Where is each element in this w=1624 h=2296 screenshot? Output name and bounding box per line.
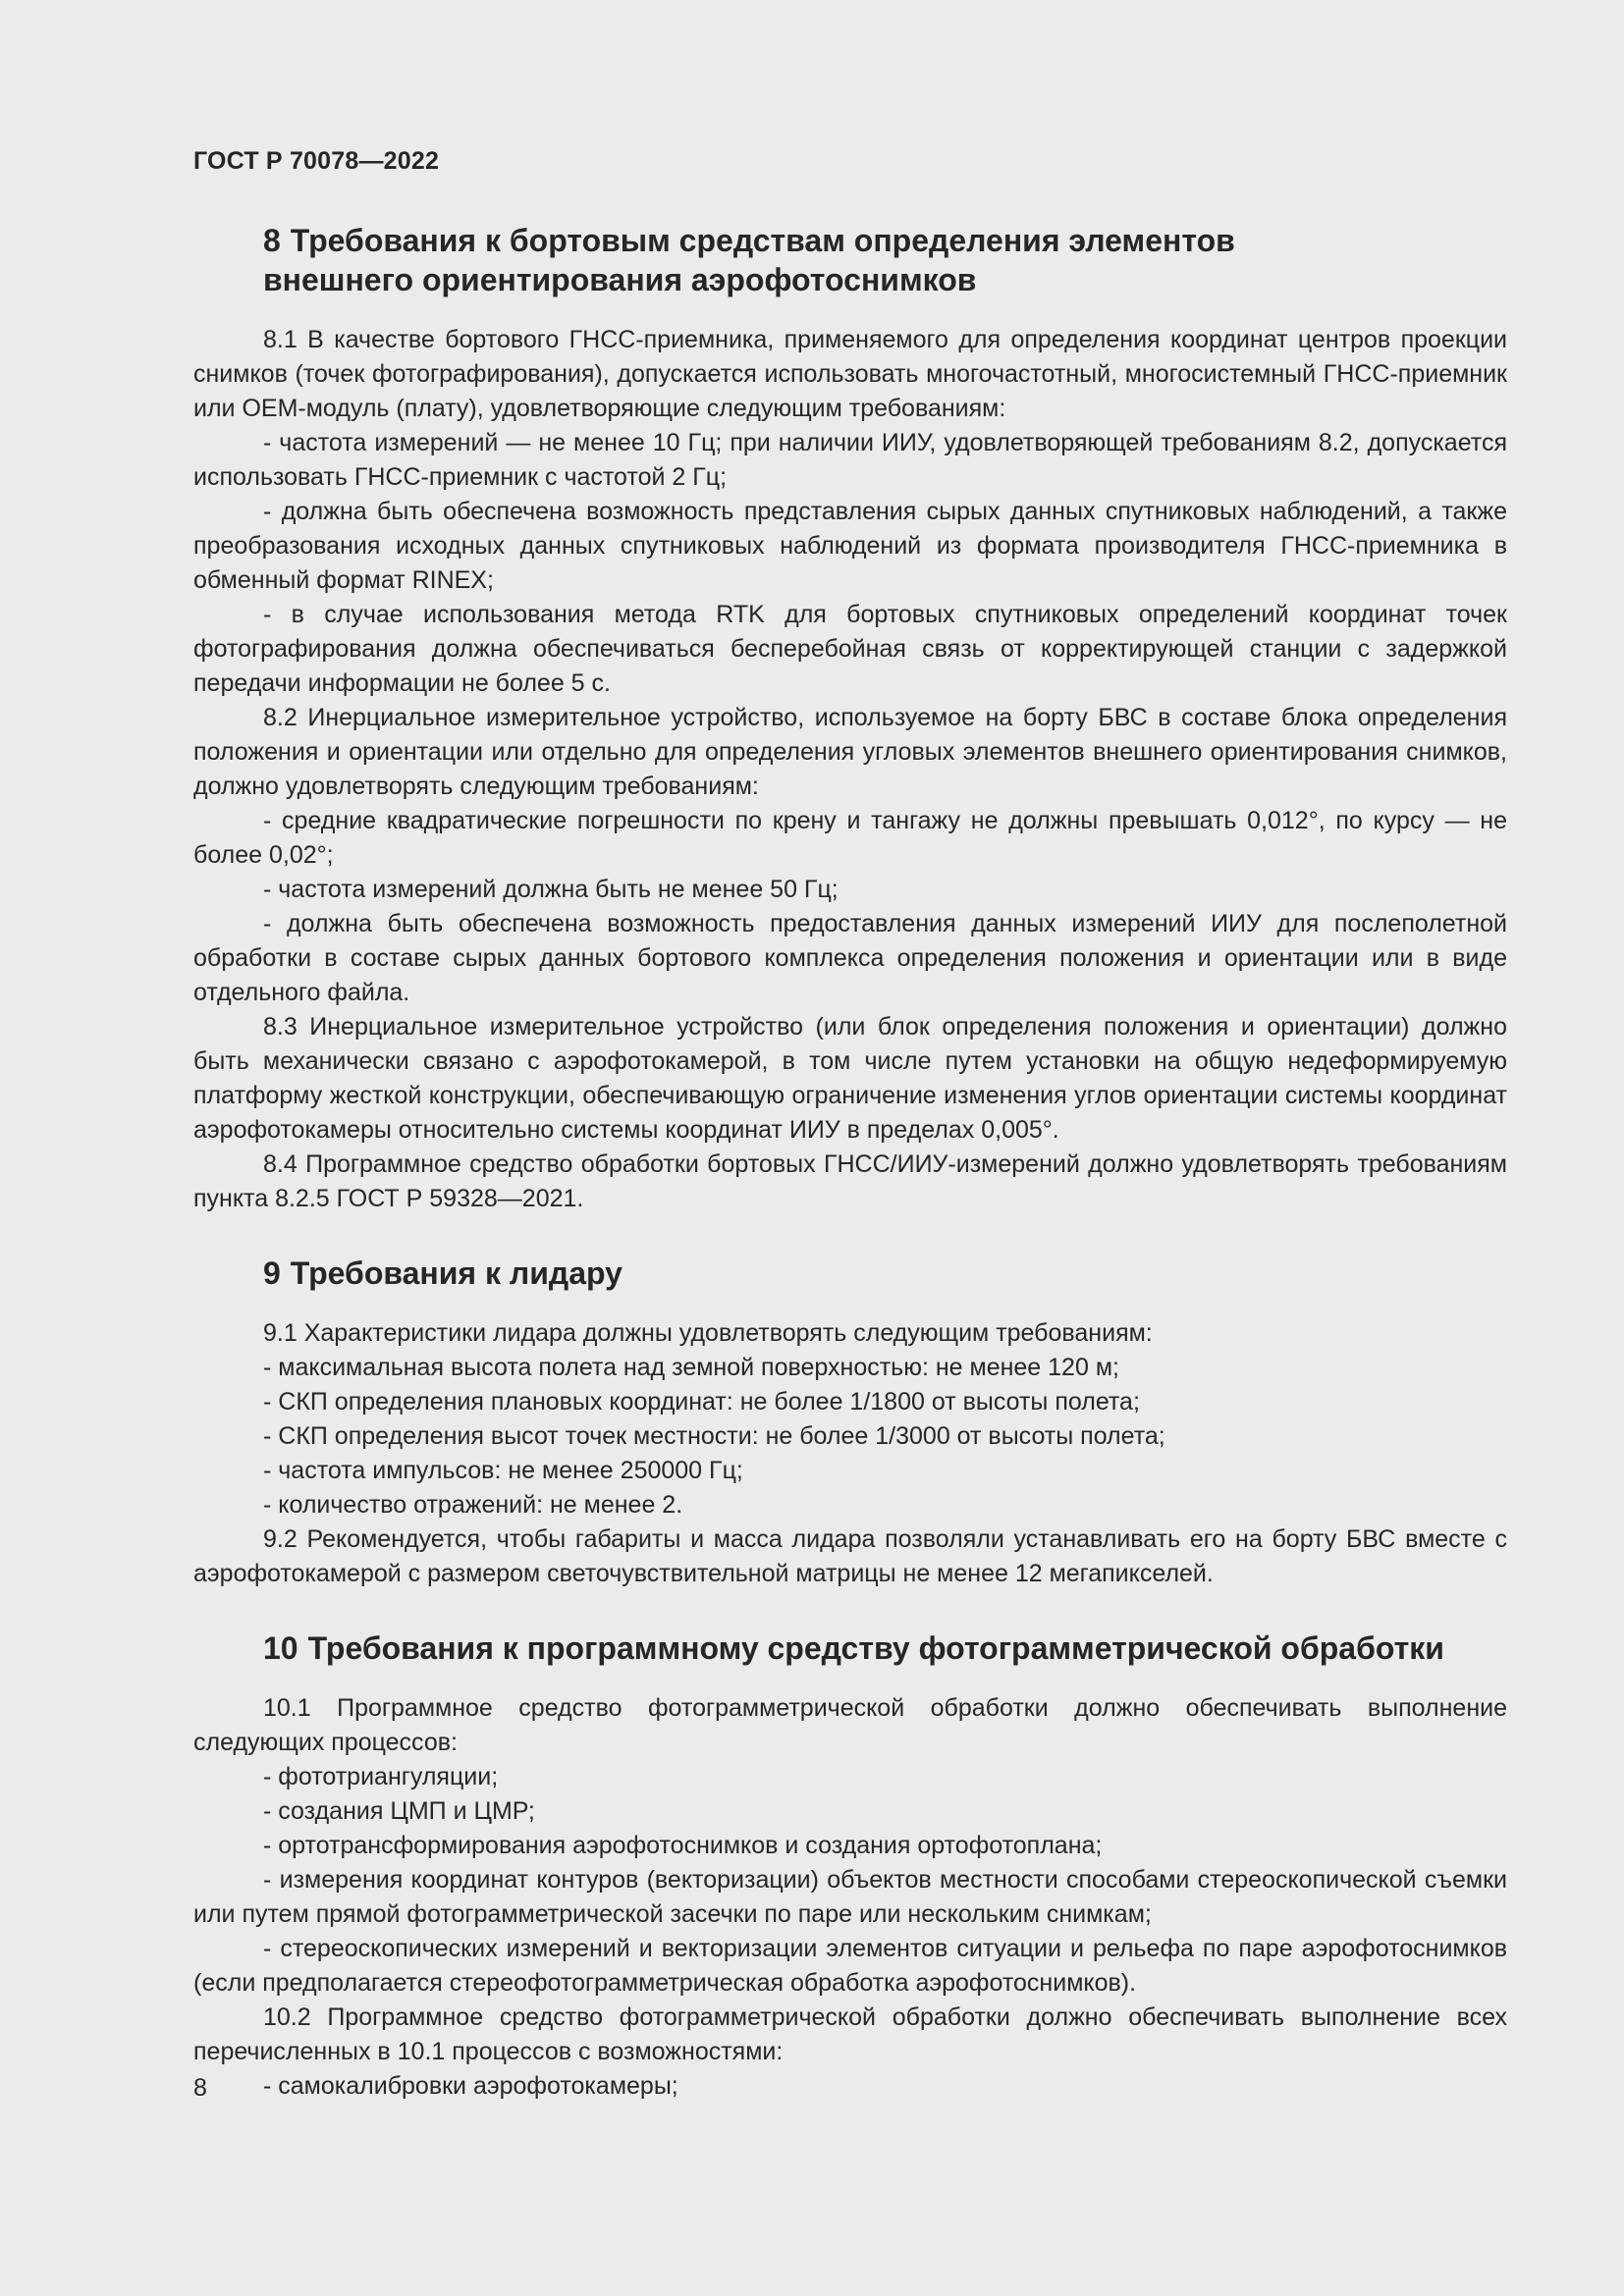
section-number: 10 [263, 1630, 298, 1666]
paragraph-10-2: 10.2 Программное средство фотограмметрической обработки должно обеспечивать выполнение всех перечисленных в 10.1 процессов с возможностями: [193, 2003, 1507, 2065]
paragraph-8-1: 8.1 В качестве бортового ГНСС-приемника, применяемого для определения координат центров проекции снимков (точек фотографирования), допускается использовать многочастотный, многосистемный ГНСС-приемник или OEM-модуль (плату), удовлетворяющие следующим требованиям: [193, 326, 1507, 422]
list-item: - частота измерений — не менее 10 Гц; при наличии ИИУ, удовлетворяющей требованиям 8.2, допускается использовать ГНСС-приемник с частотой 2 Гц; [193, 429, 1507, 491]
paragraph-8-2: 8.2 Инерциальное измерительное устройство, используемое на борту БВС в составе блока определения положения и ориентации или отдельно для определения угловых элементов внешнего ориентирования снимков, должно удовлетворять следующим требованиям: [193, 704, 1507, 800]
list-item: - количество отражений: не менее 2. [263, 1491, 683, 1519]
list-item: - в случае использования метода RTK для бортовых спутниковых определений координат точек фотографирования должна обеспечиваться бесперебойная связь от корректирующей станции с задержкой передачи информации не более 5 с. [193, 601, 1507, 697]
list-item: - самокалибровки аэрофотокамеры; [263, 2072, 678, 2100]
list-item: - стереоскопических измерений и векторизации элементов ситуации и рельефа по паре аэрофотоснимков (если предполагается стереофотограмметрическая обработка аэрофотоснимков). [193, 1935, 1507, 1997]
section-title-line2: внешнего ориентирования аэрофотоснимков [263, 262, 977, 297]
paragraph-8-4: 8.4 Программное средство обработки бортовых ГНСС/ИИУ-измерений должно удовлетворять требованиям пункта 8.2.5 ГОСТ Р 59328—2021. [193, 1150, 1507, 1212]
paragraph-8-3: 8.3 Инерциальное измерительное устройство (или блок определения положения и ориентации) должно быть механически связано с аэрофотокамерой, в том числе путем установки на общую недеформируемую платформу жесткой конструкции, обеспечивающую ограничение изменения углов ориентации системы координат аэрофотокамеры относительно системы координат ИИУ в пределах 0,005°. [193, 1013, 1507, 1144]
list-item: - СКП определения плановых координат: не более 1/1800 от высоты полета; [263, 1388, 1140, 1415]
section-number: 8 [263, 223, 281, 258]
section-title-line1: Требования к бортовым средствам определения элементов [290, 223, 1235, 258]
list-item: - СКП определения высот точек местности: не более 1/3000 от высоты полета; [263, 1422, 1165, 1450]
section-title: Требования к программному средству фотограмметрической обработки [307, 1630, 1444, 1666]
standard-code-header: ГОСТ Р 70078—2022 [193, 147, 440, 175]
paragraph-9-2: 9.2 Рекомендуется, чтобы габариты и масса лидара позволяли устанавливать его на борту БВС вместе с аэрофотокамерой с размером светочувствительной матрицы не менее 12 мегапикселей. [193, 1525, 1507, 1587]
section-10-heading [193, 1629, 1507, 1668]
list-item: - фототриангуляции; [263, 1763, 499, 1790]
list-item: - средние квадратические погрешности по крену и тангажу не должны превышать 0,012°, по курсу — не более 0,02°; [193, 807, 1507, 869]
list-item: - максимальная высота полета над земной поверхностью: не менее 120 м; [263, 1354, 1119, 1381]
page-number: 8 [193, 2074, 207, 2102]
section-9-heading [193, 1254, 1507, 1293]
document-body [193, 221, 1507, 2104]
section-8-heading [193, 221, 1507, 299]
list-item: - создания ЦМП и ЦМР; [263, 1797, 535, 1825]
paragraph-10-1: 10.1 Программное средство фотограмметрической обработки должно обеспечивать выполнение следующих процессов: [193, 1694, 1507, 1756]
section-title: Требования к лидару [290, 1255, 623, 1291]
list-item: - должна быть обеспечена возможность представления сырых данных спутниковых наблюдений, а также преобразования исходных данных спутниковых наблюдений из формата производителя ГНСС-приемника в обменный формат RINEX; [193, 498, 1507, 594]
list-item: - должна быть обеспечена возможность предоставления данных измерений ИИУ для послеполетной обработки в составе сырых данных бортового комплекса определения положения и ориентации или в виде отдельного файла. [193, 910, 1507, 1006]
paragraph-9-1: 9.1 Характеристики лидара должны удовлетворять следующим требованиям: [263, 1319, 1153, 1347]
section-number: 9 [263, 1255, 281, 1291]
list-item: - измерения координат контуров (векторизации) объектов местности способами стереоскопической съемки или путем прямой фотограмметрической засечки по паре или нескольким снимкам; [193, 1866, 1507, 1928]
list-item: - ортотрансформирования аэрофотоснимков и создания ортофотоплана; [263, 1832, 1103, 1859]
list-item: - частота измерений должна быть не менее 50 Гц; [263, 876, 839, 903]
list-item: - частота импульсов: не менее 250000 Гц; [263, 1457, 743, 1484]
